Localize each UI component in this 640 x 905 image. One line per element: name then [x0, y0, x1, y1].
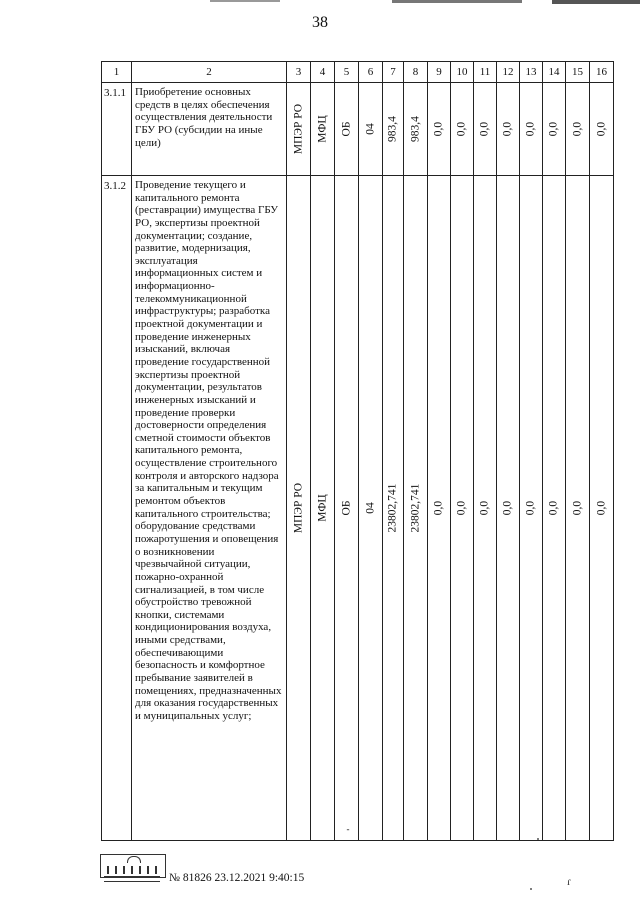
value-cell: 0,0	[543, 83, 566, 176]
column-header: 16	[590, 62, 614, 83]
column-header: 12	[497, 62, 520, 83]
executor-cell: МПЭР РО	[287, 176, 311, 841]
budget-cell: ОБ	[335, 83, 359, 176]
value-cell: 0,0	[590, 176, 614, 841]
value-cell: 0,0	[451, 83, 474, 176]
column-header: 9	[428, 62, 451, 83]
column-header: 3	[287, 62, 311, 83]
column-header: 6	[359, 62, 383, 83]
total-cell: 983,4	[383, 83, 404, 176]
column-header: 13	[520, 62, 543, 83]
building-icon	[100, 854, 166, 878]
signature-mark: ɾ	[567, 874, 571, 888]
row-name: Приобретение основных средств в целях обеспечения осуществления деятельности ГБУ РО (субсидии на иные цели)	[132, 83, 287, 176]
value-cell: 0,0	[474, 176, 497, 841]
row-code: 3.1.2	[102, 176, 132, 841]
value-cell: 0,0	[497, 83, 520, 176]
scan-dot	[530, 888, 532, 890]
value-cell: 0,0	[428, 176, 451, 841]
government-building-logo	[100, 854, 166, 878]
value-cell: 0,0	[520, 176, 543, 841]
table-row	[102, 176, 614, 841]
participant-cell: МФЦ	[311, 176, 335, 841]
value-cell: 0,0	[474, 83, 497, 176]
executor-cell: МПЭР РО	[287, 83, 311, 176]
year-code-cell: 04	[359, 176, 383, 841]
value-cell: 0,0	[520, 83, 543, 176]
column-header: 2	[132, 62, 287, 83]
column-header: 10	[451, 62, 474, 83]
column-header: 5	[335, 62, 359, 83]
value-cell: 0,0	[566, 176, 590, 841]
column-header: 4	[311, 62, 335, 83]
year1-cell: 983,4	[404, 83, 428, 176]
value-cell: 0,0	[543, 176, 566, 841]
scan-artifact-right	[392, 0, 522, 3]
value-cell: 0,0	[428, 83, 451, 176]
year-code-cell: 04	[359, 83, 383, 176]
participant-cell: МФЦ	[311, 83, 335, 176]
total-cell: 23802,741	[383, 176, 404, 841]
scan-artifact-edge	[552, 0, 640, 4]
program-table	[101, 61, 614, 841]
column-header: 8	[404, 62, 428, 83]
row-name: Проведение текущего и капитального ремонта (реставрации) имущества ГБУ РО, экспертизы проектной документации; создание, развитие, модернизация, эксплуатация информационных систем и информационно-телекоммуникационной инфраструктуры; разработка проектной документации и проведение инженерных изысканий, включая проведение государственной экспертизы проектной документации, результатов инженерных изысканий и проведение проверки достоверности определения сметной стоимости объектов капитального ремонта, осуществление строительного контроля и авторского надзора за капитальным и текущим ремонтом объектов капитального строительства; оборудование средствами пожаротушения и оповещения о возникновении чрезвычайной ситуации, пожарно-охранной сигнализацией, в том числе обустройство тревожной кнопки, системами кондиционирования воздуха, иными средствами, обеспечивающими безопасность и комфортное пребывание заявителей в помещениях, предназначенных для оказания государственных и муниципальных услуг;	[132, 176, 287, 841]
logo-caption-bar	[104, 876, 160, 882]
budget-note: -	[346, 823, 350, 834]
value-cell: 0,0	[497, 176, 520, 841]
table-row	[102, 83, 614, 176]
column-header: 14	[543, 62, 566, 83]
document-registration-number: № 81826 23.12.2021 9:40:15	[169, 872, 305, 884]
budget-cell: ОБ -	[335, 176, 359, 841]
column-header: 15	[566, 62, 590, 83]
scan-artifact-left	[210, 0, 280, 2]
page-number: 38	[312, 14, 328, 31]
value-cell: 0,0	[590, 83, 614, 176]
column-header: 11	[474, 62, 497, 83]
column-header: 7	[383, 62, 404, 83]
row-code: 3.1.1	[102, 83, 132, 176]
value-cell: 0,0	[566, 83, 590, 176]
year1-cell: 23802,741	[404, 176, 428, 841]
header-row	[102, 62, 614, 83]
scan-dot	[537, 838, 539, 840]
value-cell: 0,0	[451, 176, 474, 841]
column-header: 1	[102, 62, 132, 83]
